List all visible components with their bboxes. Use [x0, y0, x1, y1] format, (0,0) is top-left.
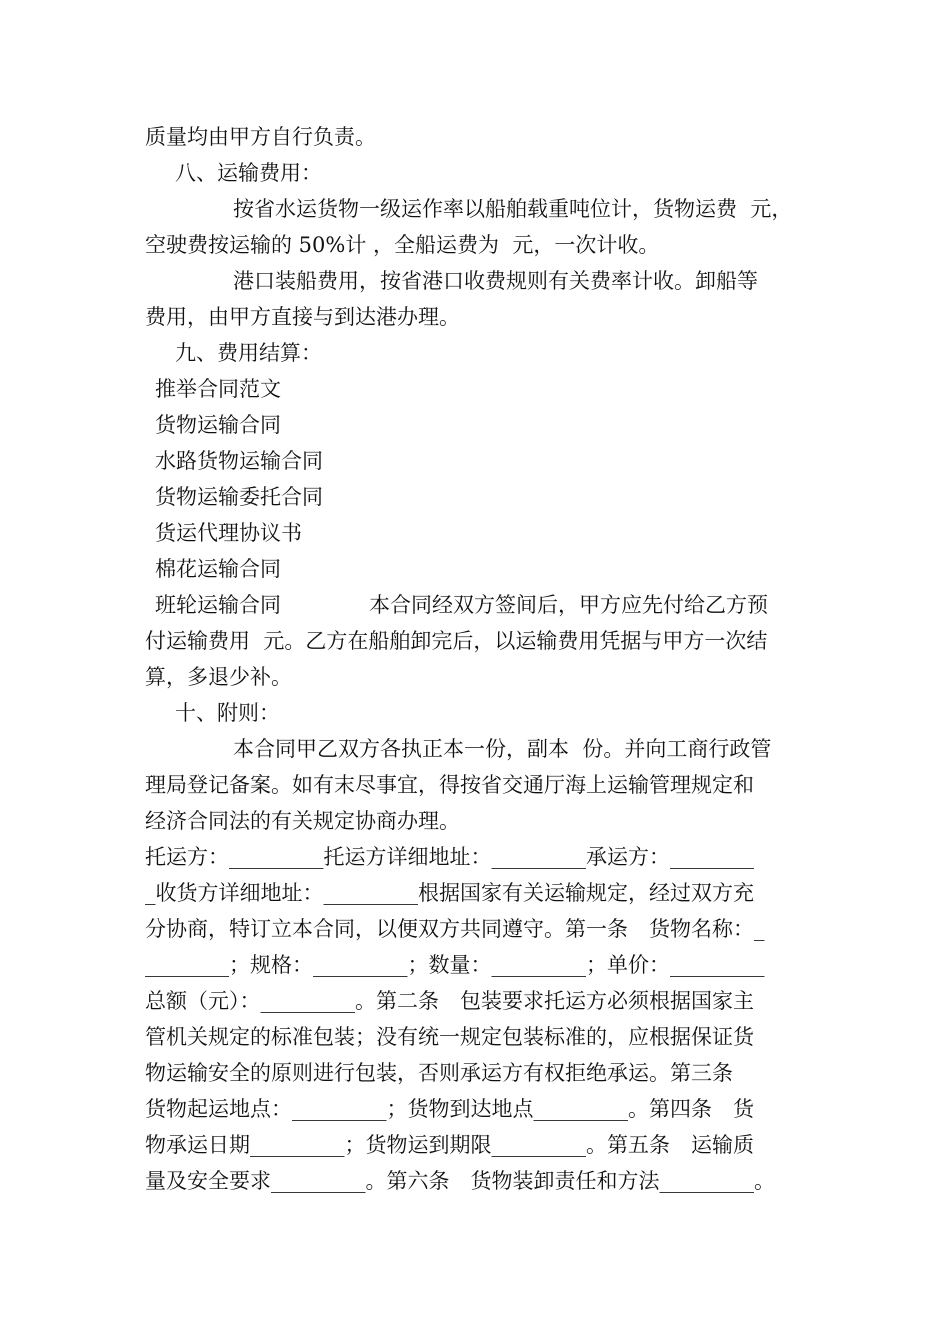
text-line: 付运输费用 元。乙方在船舶卸完后，以运输费用凭据与甲方一次结 — [145, 629, 768, 653]
text-line: 理局登记备案。如有末尽事宜，得按省交通厅海上运输管理规定和 — [145, 773, 754, 797]
text-line: 经济合同法的有关规定协商办理。 — [145, 809, 460, 833]
text-line: 本合同甲乙双方各执正本一份，副本 份。并向工商行政管 — [233, 737, 772, 761]
text-line: 总额（元）：_________。第二条 包装要求托运方必须根据国家主 — [145, 989, 754, 1013]
text-line: 管机关规定的标准包装；没有统一规定包装标准的，应根据保证货 — [145, 1025, 754, 1049]
section-heading: 九、费用结算： — [175, 341, 322, 365]
section-heading: 十、附则： — [175, 701, 280, 725]
text-line: 分协商，特订立本合同，以便双方共同遵守。第一条 货物名称：_ — [145, 917, 765, 941]
related-link[interactable]: 棉花运输合同 — [155, 557, 281, 581]
text-line: 按省水运货物一级运作率以船舶载重吨位计，货物运费 元， — [233, 197, 793, 221]
text-line: 空驶费按运输的 50%计 ，全船运费为 元，一次计收。 — [145, 233, 660, 257]
text-line: 物承运日期_________；货物运到期限_________。第五条 运输质 — [145, 1133, 754, 1157]
text-line: 港口装船费用，按省港口收费规则有关费率计收。卸船等 — [233, 269, 758, 293]
related-link[interactable]: 货运代理协议书 — [155, 521, 302, 545]
text-line: ________；规格：_________；数量：_________；单价：_________ — [145, 953, 765, 977]
related-link[interactable]: 货物运输合同 — [155, 413, 281, 437]
text-line: 费用，由甲方直接与到达港办理。 — [145, 305, 460, 329]
text-line: 算，多退少补。 — [145, 665, 292, 689]
section-heading: 八、运输费用： — [175, 161, 322, 185]
related-link[interactable]: 货物运输委托合同 — [155, 485, 323, 509]
text-line: _收货方详细地址：_________根据国家有关运输规定，经过双方充 — [145, 881, 754, 905]
related-link[interactable]: 班轮运输合同 — [155, 593, 281, 617]
text-line: 托运方：_________托运方详细地址：_________承运方：________ — [145, 845, 754, 869]
text-line: 本合同经双方签间后，甲方应先付给乙方预 — [369, 593, 768, 617]
related-link[interactable]: 水路货物运输合同 — [155, 449, 323, 473]
text-line: 量及安全要求_________。第六条 货物装卸责任和方法_________。 — [145, 1169, 775, 1193]
text-line: 物运输安全的原则进行包装，否则承运方有权拒绝承运。第三条 — [145, 1061, 733, 1085]
related-link[interactable]: 推举合同范文 — [155, 377, 281, 401]
text-line: 质量均由甲方自行负责。 — [145, 125, 376, 149]
text-line: 货物起运地点：_________；货物到达地点_________。第四条 货 — [145, 1097, 754, 1121]
